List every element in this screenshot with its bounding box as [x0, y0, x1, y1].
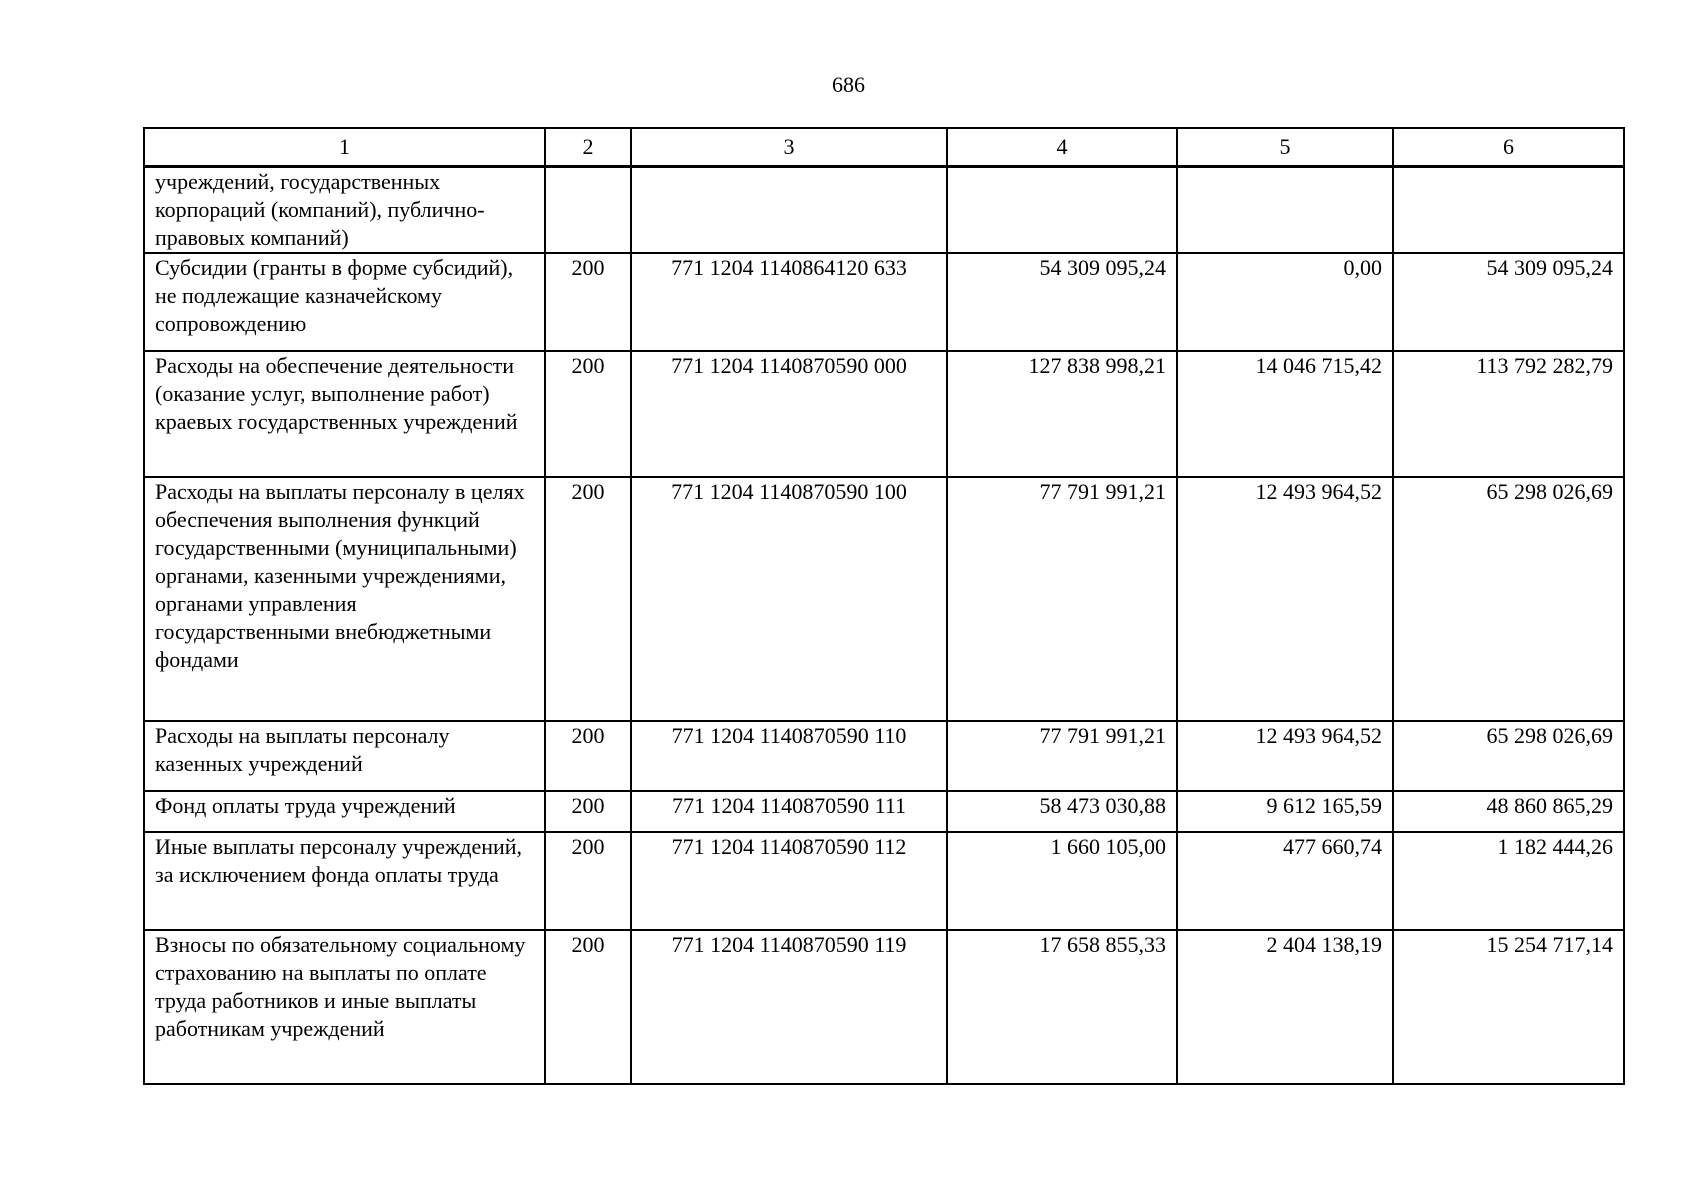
row-unexecuted: 65 298 026,69: [1393, 721, 1624, 791]
row-name: Фонд оплаты труда учреждений: [144, 791, 545, 832]
row-name: Иные выплаты персоналу учреждений, за исключением фонда оплаты труда: [144, 832, 545, 930]
table-row: [144, 477, 1624, 721]
row-executed: 14 046 715,42: [1177, 351, 1393, 477]
row-name: Субсидии (гранты в форме субсидий), не подлежащие казначейскому сопровождению: [144, 253, 545, 351]
row-unexecuted: 48 860 865,29: [1393, 791, 1624, 832]
row-executed: 12 493 964,52: [1177, 477, 1393, 721]
row-kbk: 771 1204 1140870590 000: [631, 351, 947, 477]
row-code: 200: [545, 477, 631, 721]
row-approved: [947, 167, 1177, 254]
header-col-1: 1: [144, 128, 545, 167]
table-body: [144, 167, 1624, 1085]
row-approved: 58 473 030,88: [947, 791, 1177, 832]
row-name: учреждений, государственных корпораций (компаний), публично-правовых компаний): [144, 167, 545, 254]
row-kbk: [631, 167, 947, 254]
row-approved: 77 791 991,21: [947, 721, 1177, 791]
row-code: 200: [545, 930, 631, 1084]
header-row: [144, 128, 1624, 167]
row-name: Расходы на выплаты персоналу в целях обеспечения выполнения функций государственными (муниципальными) органами, казенными учреждениями, органами управления государственными внебюджетными фондами: [144, 477, 545, 721]
row-kbk: 771 1204 1140870590 112: [631, 832, 947, 930]
row-approved: 127 838 998,21: [947, 351, 1177, 477]
table-row: [144, 930, 1624, 1084]
row-code: 200: [545, 832, 631, 930]
header-col-2: 2: [545, 128, 631, 167]
row-unexecuted: 54 309 095,24: [1393, 253, 1624, 351]
table-row: [144, 791, 1624, 832]
header-col-4: 4: [947, 128, 1177, 167]
row-kbk: 771 1204 1140870590 111: [631, 791, 947, 832]
row-approved: 17 658 855,33: [947, 930, 1177, 1084]
row-unexecuted: 65 298 026,69: [1393, 477, 1624, 721]
row-kbk: 771 1204 1140870590 110: [631, 721, 947, 791]
row-kbk: 771 1204 1140864120 633: [631, 253, 947, 351]
row-code: 200: [545, 721, 631, 791]
page-number: 686: [832, 72, 865, 97]
table-row: [144, 832, 1624, 930]
row-executed: 477 660,74: [1177, 832, 1393, 930]
table-row: [144, 167, 1624, 254]
row-unexecuted: 15 254 717,14: [1393, 930, 1624, 1084]
row-unexecuted: [1393, 167, 1624, 254]
header-col-6: 6: [1393, 128, 1624, 167]
row-name: Расходы на обеспечение деятельности (оказание услуг, выполнение работ) краевых государственных учреждений: [144, 351, 545, 477]
row-executed: [1177, 167, 1393, 254]
budget-execution-table: [143, 127, 1625, 1085]
row-approved: 54 309 095,24: [947, 253, 1177, 351]
row-approved: 77 791 991,21: [947, 477, 1177, 721]
row-code: [545, 167, 631, 254]
row-kbk: 771 1204 1140870590 119: [631, 930, 947, 1084]
row-code: 200: [545, 791, 631, 832]
row-executed: 12 493 964,52: [1177, 721, 1393, 791]
row-code: 200: [545, 351, 631, 477]
row-code: 200: [545, 253, 631, 351]
table-row: [144, 351, 1624, 477]
row-unexecuted: 113 792 282,79: [1393, 351, 1624, 477]
table-row: [144, 253, 1624, 351]
row-name: Взносы по обязательному социальному страхованию на выплаты по оплате труда работников и иные выплаты работникам учреждений: [144, 930, 545, 1084]
row-executed: 0,00: [1177, 253, 1393, 351]
header-col-5: 5: [1177, 128, 1393, 167]
row-unexecuted: 1 182 444,26: [1393, 832, 1624, 930]
row-approved: 1 660 105,00: [947, 832, 1177, 930]
row-name: Расходы на выплаты персоналу казенных учреждений: [144, 721, 545, 791]
header-col-3: 3: [631, 128, 947, 167]
table-header: [144, 128, 1624, 167]
row-executed: 2 404 138,19: [1177, 930, 1393, 1084]
table-row: [144, 721, 1624, 791]
row-kbk: 771 1204 1140870590 100: [631, 477, 947, 721]
row-executed: 9 612 165,59: [1177, 791, 1393, 832]
